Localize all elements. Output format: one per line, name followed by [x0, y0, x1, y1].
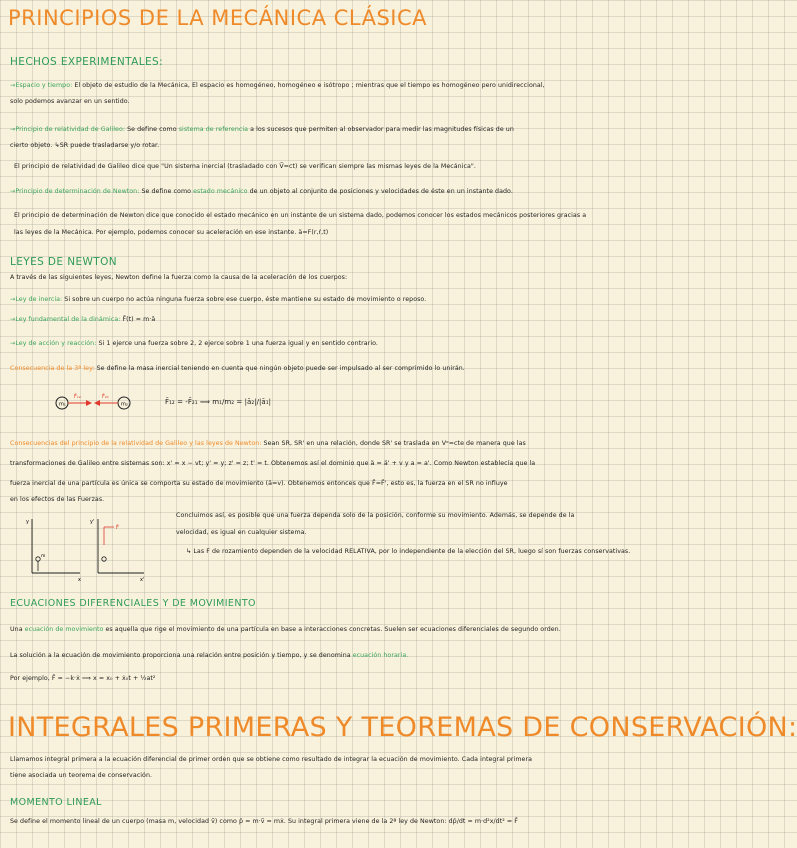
paragraph-line: fuerza inercial de una partícula es única se comporta su estado de movimiento (ä=v). Obtenemos entonces que F̄=F̄', esto es, la fuerza en el SR no influye — [10, 480, 508, 487]
side-note-line: velocidad, es igual en cualquier sistema. — [176, 529, 307, 536]
particle-2-label: m₂ — [121, 401, 128, 408]
paragraph-line: El principio de relatividad de Galileo dice que "Un sistema inercial (trasladado con Ṽ=ct) se verifican siempre las mismas leyes de la Mecánica". — [14, 163, 476, 170]
page-title: PRINCIPIOS DE LA MECÁNICA CLÁSICA — [8, 6, 428, 30]
paragraph-line: tiene asociada un teorema de conservación. — [10, 772, 153, 779]
f-label: F̄ — [116, 525, 119, 531]
paragraph-line: Consecuencias del principio de la relatividad de Galileo y las leyes de Newton: Sean SR, SR' en una relación, donde SR' se traslada en Vᵒ=cte de manera que las — [10, 440, 526, 447]
paragraph-line: Una ecuación de movimiento es aquella que rige el movimiento de una partícula en base a interacciones concretas. Suelen ser ecuaciones diferenciales de segundo orden. — [10, 626, 561, 633]
paragraph-line: →Principio de relatividad de Galileo: Se define como sistema de referencia a los sucesos que permiten al observador para medir las magnitudes físicas de un — [10, 126, 514, 133]
paragraph-line: en los efectos de las Fuerzas. — [10, 496, 105, 503]
m-label: m — [41, 554, 46, 559]
paragraph-line: Llamamos integral primera a la ecuación diferencial de primer orden que se obtiene como resultado de integrar la ecuación de movimiento. Cada integral primera — [10, 756, 533, 763]
force-label-21: F̄₂₁ — [102, 394, 109, 400]
paragraph-line: →Ley fundamental de la dinámica: F̄(t) = m·ā — [10, 316, 156, 323]
mass-point — [36, 557, 40, 561]
paragraph-line: Se define el momento lineal de un cuerpo (masa m, velocidad ṽ) como p̄ = m·ṽ = mẋ. Su integral primera viene de la 2ª ley de Newton: dp̄/dt = m·d²x/dt² = F̄ — [10, 818, 518, 825]
paragraph-line: transformaciones de Galileo entre sistemas son: x' = x − vt; y' = y; z' = z; t' = t. Obtenemos así el dominio que ä = ä' + v y a = a'. Como Newton establecía que la — [10, 460, 536, 467]
paragraph-line: Consecuencia de la 3ª ley: Se define la masa inercial teniendo en cuenta que ningún objeto puede ser impulsado al ser comprimido lo unirán. — [10, 365, 465, 372]
paragraph-line: A través de las siguientes leyes, Newton define la fuerza como la causa de la aceleración de los cuerpos: — [10, 274, 348, 281]
side-note-line: Concluimos así, es posible que una fuerza dependa solo de la posición, conforme su movimiento. Además, se depende de la — [176, 512, 575, 519]
paragraph-line: →Principio de determinación de Newton: Se define como estado mecánico de un objeto al conjunto de posiciones y velocidades de éste en un instante dado. — [10, 188, 513, 195]
paragraph-line: →Ley de acción y reacción: Si 1 ejerce una fuerza sobre 2, 2 ejerce sobre 1 una fuerza igual y en sentido contrario. — [10, 340, 378, 347]
paragraph-line: las leyes de la Mecánica. Por ejemplo, podemos conocer su aceleración en ese instante. ä=F(r,ṙ,t) — [14, 229, 329, 236]
particle-1-label: m₁ — [59, 401, 66, 408]
side-note-line: ↳ Las F de rozamiento dependen de la velocidad RELATIVA, por lo independiente de la elección del SR, luego sí son fuerzas conservativas. — [186, 548, 631, 555]
section-title-integrales: INTEGRALES PRIMERAS Y TEOREMAS DE CONSERVACIÓN: — [8, 712, 797, 743]
paragraph-line: →Ley de inercia: Si sobre un cuerpo no actúa ninguna fuerza sobre ese cuerpo, éste mantiene su estado de movimiento o reposo. — [10, 296, 427, 303]
paragraph-line: cierto objeto. ↳SR puede trasladarse y/o rotar. — [10, 142, 160, 149]
two-body-force-figure — [52, 390, 142, 416]
x-prime-label: x' — [140, 577, 145, 583]
section-heading-ecuaciones: ECUACIONES DIFERENCIALES Y DE MOVIMIENTO — [10, 598, 256, 609]
paragraph-line: Por ejemplo, F̄ = −k·ẋ ⟹ x = x₀ + ẋ₀t + ½at² — [10, 675, 156, 682]
reference-frames-graph — [22, 515, 152, 583]
mass-ratio-equation: F̄₁₂ = -F̄₂₁ ⟹ m₁/m₂ = |ā₂|/|ā₁| — [165, 398, 272, 406]
paragraph-line: El principio de determinación de Newton dice que conocido el estado mecánico en un instante de un sistema dado, podemos conocer los estados mecánicos posteriores gracias a — [14, 212, 587, 219]
section-heading-momento: MOMENTO LINEAL — [10, 797, 102, 808]
x-label: x — [78, 577, 81, 583]
paragraph-line: →Espacio y tiempo: El objeto de estudio de la Mecánica, El espacio es homogéneo, homogéneo e isótropo ; mientras que el tiempo es homogéneo pero unidireccional, — [10, 82, 545, 89]
section-heading-newton: LEYES DE NEWTON — [10, 256, 117, 268]
force-label-12: F̄₁₂ — [74, 394, 81, 400]
y-prime-label: y' — [90, 519, 95, 525]
section-heading-hechos: HECHOS EXPERIMENTALES: — [10, 56, 164, 68]
paragraph-line: solo podemos avanzar en un sentido. — [10, 98, 130, 105]
paragraph-line: La solución a la ecuación de movimiento proporciona una relación entre posición y tiempo, y se denomina ecuación horaria. — [10, 652, 409, 659]
y-label: y — [26, 519, 29, 525]
